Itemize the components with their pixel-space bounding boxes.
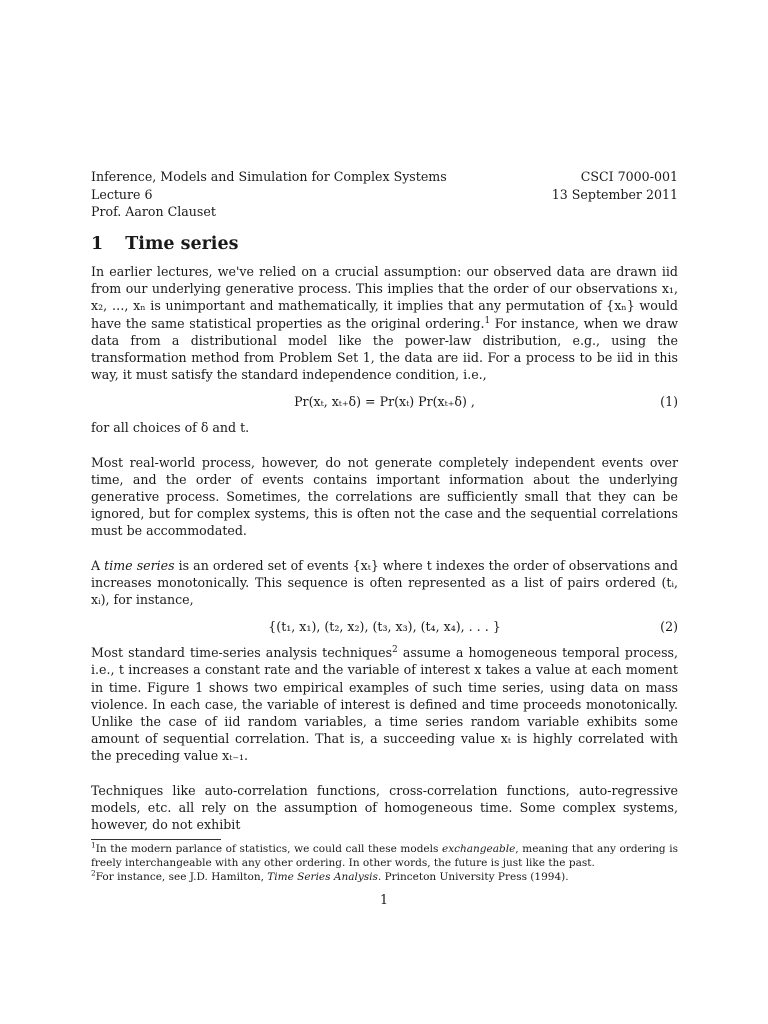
paragraph-3-a: A [91,557,105,573]
paragraph-1-cont: For instance, when we draw data from a distributional model like the power-law distribution, e.g., using the transformation method from Problem Set 1, the data are iid. For a process to be iid in this way, it must satisfy the standard independence condition, i.e., [91,315,678,383]
equation-1-body: Pr(xₜ, xₜ₊δ) = Pr(xₜ) Pr(xₜ₊δ) , [294,393,475,409]
footnote-ref-1: 1 [484,315,491,326]
paragraph-1 [91,263,678,383]
paragraph-1-text: In earlier lectures, we've relied on a crucial assumption: our observed data are drawn iid from our underlying generative process. This implies that the order of our observations x₁, x₂, …, xₙ is unimportant and mathematically, it implies that any permutation of {xₙ} would have the same statistical properties as the original ordering. [91,263,678,331]
footnote-1-mark: 1 [91,840,96,850]
footnote-1 [91,842,678,870]
equation-1-number: (1) [660,393,678,409]
page-body [91,168,678,884]
instructor: Prof. Aaron Clauset [91,204,216,220]
equation-2 [91,608,678,644]
footnote-divider [91,839,221,840]
term-time-series: time series [104,557,175,573]
equation-1 [91,383,678,419]
footnote-2-b: . Princeton University Press (1994). [377,871,569,884]
footnote-1-a: In the modern parlance of statistics, we could call these models [95,843,442,856]
footnote-2-mark: 2 [91,868,96,878]
paragraph-1-after: for all choices of δ and t. [91,420,250,436]
lecture-date: 13 September 2011 [551,186,678,202]
paragraph-4 [91,644,678,764]
section-title: Time series [125,233,239,254]
lecture-number: Lecture 6 [91,186,153,202]
footnote-ref-2: 2 [392,645,398,656]
footnote-1-b: , meaning that any ordering is freely interchangeable with any other ordering. In other words, the future is just like the past. [91,843,678,870]
paragraph-3 [91,557,678,609]
lecture-header [91,168,678,221]
footnote-1-term: exchangeable [442,843,516,856]
page-number: 1 [379,892,388,907]
paragraph-4-b: assume a homogeneous temporal process, i.e., t increases a constant rate and the variable of interest x takes a value at each moment in time. Figure 1 shows two empirical examples of such time series, using data on mass violence. In each case, the variable of interest is defined and time proceeds monotonically. Unlike the case of iid random variables, a time series random variable exhibits some amount of sequential correlation. That is, a succeeding value xₜ is highly correlated with the preceding value xₜ₋₁. [91,645,679,764]
header-left [91,168,447,221]
section-number: 1 [91,233,104,254]
header-right [552,168,678,221]
paragraph-5: Techniques like auto-correlation functions, cross-correlation functions, auto-regressive models, etc. all rely on the assumption of homogeneous time. Some complex systems, however, do not exhibit [91,782,678,833]
footnote-2 [91,870,678,884]
footnote-2-a: For instance, see J.D. Hamilton, [95,871,268,884]
paragraph-4-a: Most standard time-series analysis techniques [91,645,393,661]
course-title: Inference, Models and Simulation for Complex Systems [91,169,447,184]
section-heading [91,233,678,254]
paragraph-3-b: is an ordered set of events {xₜ} where t indexes the order of observations and increases monotonically. This sequence is often represented as a list of pairs ordered (tᵢ, xᵢ), for instance, [91,557,678,608]
course-code: CSCI 7000-001 [580,169,678,184]
footnote-2-term: Time Series Analysis [267,871,378,884]
paragraph-2: Most real-world process, however, do not generate completely independent events over time, and the order of events contains important information about the underlying generative process. Sometimes, the correlations are sufficiently small that they can be ignored, but for complex systems, this is often not the case and the sequential correlations must be accommodated. [91,454,678,539]
equation-2-body: {(t₁, x₁), (t₂, x₂), (t₃, x₃), (t₄, x₄), . . . } [268,618,501,634]
equation-2-number: (2) [660,618,678,634]
